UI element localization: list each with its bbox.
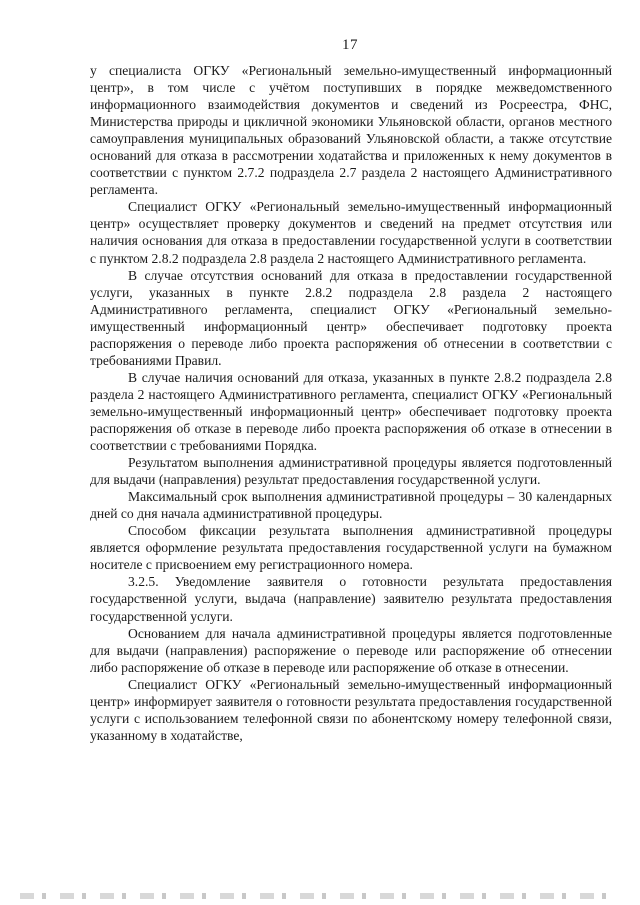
paragraph: Специалист ОГКУ «Региональный земельно-имущественный информационный центр» осуществляет проверку документов и сведений на предмет отсутствия или наличия основания для отказа в предоставлении государственной услуги в соответствии с пунктом 2.8.2 подраздела 2.8 раздела 2 настоящего Административного регламента. (90, 199, 612, 266)
section-heading-paragraph: 3.2.5. Уведомление заявителя о готовности результата предоставления государственной услуги, выдача (направление) заявителю результата предоставления государственной услуги. (90, 574, 612, 624)
paragraph: Результатом выполнения административной процедуры является подготовленный для выдачи (направления) результат предоставления государственной услуги. (90, 455, 612, 488)
document-body (90, 62, 612, 744)
paragraph: В случае отсутствия оснований для отказа в предоставлении государственной услуги, указанных в пункте 2.8.2 подраздела 2.8 раздела 2 настоящего Административного регламента, специалист ОГКУ «Региональный земельно-имущественный информационный центр» обеспечивает подготовку проекта распоряжения о переводе либо проекта распоряжения об отнесении в соответствии с требованиями Правил. (90, 267, 612, 368)
paragraph: Способом фиксации результата выполнения административной процедуры является оформление результата предоставления государственной услуги на бумажном носителе с присвоением ему регистрационного номера. (90, 523, 612, 573)
page-number: 17 (342, 37, 358, 53)
paragraph: у специалиста ОГКУ «Региональный земельно-имущественный информационный центр», в том числе с учётом поступивших в порядке межведомственного информационного взаимодействия документов и сведений из Росреестра, ФНС, Министерства природы и цикличной экономики Ульяновской области, органов местного самоуправления муниципальных образований Ульяновской области, а также отсутствие оснований для отказа в рассмотрении ходатайства и приложенных к нему документов в соответствии с пунктом 2.7.2 подраздела 2.7 раздела 2 настоящего Административного регламента. (90, 63, 612, 198)
paragraph: Основанием для начала административной процедуры является подготовленные для выдачи (направления) распоряжение о переводе или распоряжение об отнесении либо распоряжение об отказе в переводе или распоряжение об отказе в отнесении. (90, 625, 612, 675)
paragraph: Специалист ОГКУ «Региональный земельно-имущественный информационный центр» информирует заявителя о готовности результата предоставления государственной услуги с использованием телефонной связи по абонентскому номеру телефонной связи, указанному в ходатайстве, (90, 676, 612, 743)
paragraph: Максимальный срок выполнения административной процедуры – 30 календарных дней со дня начала административной процедуры. (90, 489, 612, 522)
paragraph: В случае наличия оснований для отказа, указанных в пункте 2.8.2 подраздела 2.8 раздела 2 настоящего Административного регламента, специалист ОГКУ «Региональный земельно-имущественный информационный центр» обеспечивает подготовку проекта распоряжения об отказе в переводе либо проекта распоряжения об отказе в отнесении в соответствии с требованиями Порядка. (90, 369, 612, 454)
scan-edge-artifact (20, 893, 620, 899)
